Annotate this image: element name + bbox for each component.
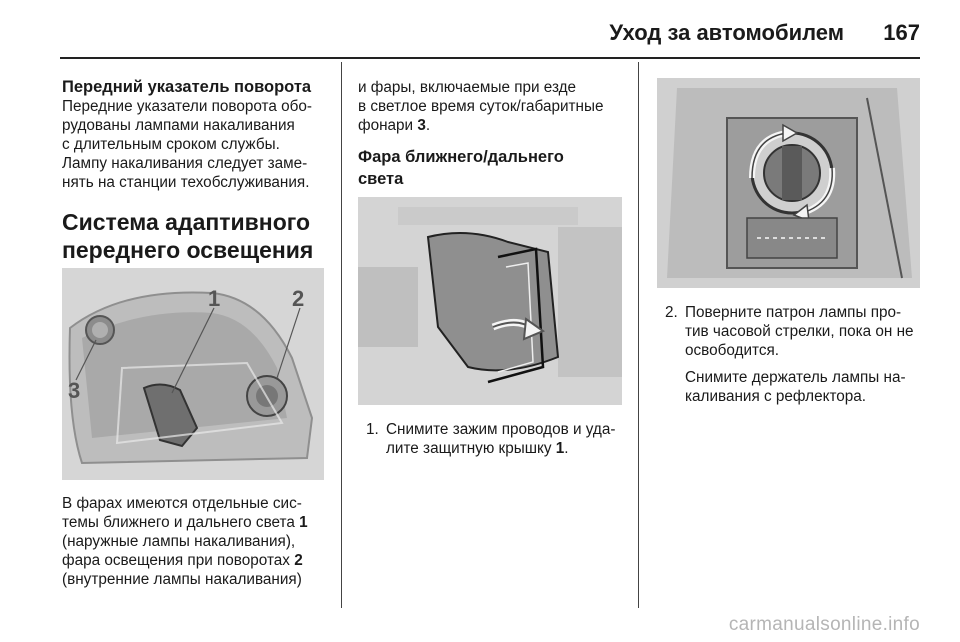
heading-afl-line: Система адаптивного [62,209,311,235]
step-number: 2. [665,304,678,321]
text-line: и фары, включаемые при езде [358,79,577,96]
step-number: 1. [366,421,379,438]
text-line: Лампу накаливания следует заме- [62,155,308,172]
heading-low-high-beam [358,146,628,190]
step-2 [665,303,935,405]
text-line: каливания с рефлектора. [685,388,867,405]
figure-callout-1: 1 [208,286,221,311]
heading-front-turn-signal: Передний указатель поворота [62,78,312,96]
text-span: фонари [358,117,418,134]
text-line [386,439,615,458]
text-line: в светлое время суток/габаритные [358,98,604,115]
para-daytime-lights [358,78,628,135]
text-span: . [425,117,431,134]
text-line: (внутренние лампы накаливания) [62,571,302,588]
text-line: нять на станции техобслуживания. [62,174,310,191]
page-number: 167 [883,20,920,45]
cover-removal-figure [358,197,622,405]
figure-callout-2: 2 [292,286,305,311]
heading-line: Фара ближнего/дальнего [358,148,564,166]
page-header-title: Уход за автомобилем [609,20,844,45]
text-line: Снимите держатель лампы на- [685,369,906,386]
text-line: освободится. [685,342,780,359]
para-turn-signal [62,97,332,192]
text-span: . [564,440,569,457]
heading-line: света [358,170,404,188]
headlamp-overview-figure [62,268,324,480]
section-turn-signal [62,78,332,192]
text-span: лите защитную крышку [386,440,556,457]
step-1 [366,420,636,460]
spacer [685,360,914,368]
figure-callout-3: 3 [68,378,81,403]
header-divider [60,57,920,59]
text-line [62,551,337,570]
text-span: фара освещения при поворотах [62,552,295,569]
callout-ref: 1 [555,440,565,457]
text-line: рудованы лампами накаливания [62,117,295,134]
column-divider-2 [638,62,639,608]
text-line: (наружные лампы накаливания), [62,533,296,550]
bulb-socket-figure [657,78,920,288]
para-light-systems [62,494,337,589]
text-line [358,116,628,135]
text-line: с длительным сроком службы. [62,136,280,153]
callout-ref: 2 [294,552,303,569]
text-line: Передние указатели поворота обо- [62,98,313,115]
callout-ref: 1 [299,514,308,531]
text-line [62,513,337,532]
heading-afl-line: переднего освещения [62,237,314,263]
watermark-text: carmanualsonline.info [728,614,920,635]
text-line: В фарах имеются отдельные сис- [62,495,302,512]
column-divider-1 [341,62,342,608]
section-afl [62,208,332,264]
text-line: тив часовой стрелки, пока он не [685,323,914,340]
text-span: темы ближнего и дальнего света [62,514,300,531]
text-line: Поверните патрон лампы про- [685,304,902,321]
text-line: Снимите зажим проводов и уда- [386,421,616,438]
step-text [386,420,615,458]
callout-ref: 3 [417,117,426,134]
step-text [685,303,914,406]
